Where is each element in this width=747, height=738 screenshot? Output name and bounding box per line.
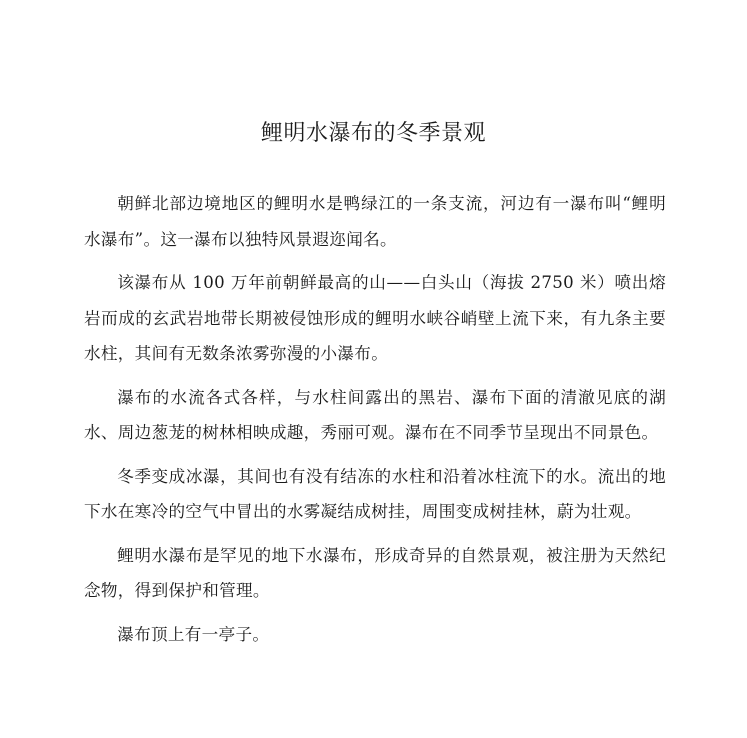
document-body [84,186,666,660]
paragraph: 瀑布的水流各式各样，与水柱间露出的黑岩、瀑布下面的清澈见底的湖水、周边葱茏的树林相映成趣，秀丽可观。瀑布在不同季节呈现出不同景色。 [84,387,666,442]
paragraph: 该瀑布从 100 万年前朝鲜最高的山——白头山（海拔 2750 米）喷出熔岩而成的玄武岩地带长期被侵蚀形成的鲤明水峡谷峭壁上流下来，有九条主要水柱，其间有无数条浓雾弥漫的小瀑布。 [84,273,666,363]
paragraph: 鲤明水瀑布是罕见的地下水瀑布，形成奇异的自然景观，被注册为天然纪念物，得到保护和管理。 [84,545,666,600]
paragraph: 瀑布顶上有一亭子。 [117,624,270,644]
document-title: 鲤明水瀑布的冬季景观 [260,121,486,146]
paragraph: 朝鲜北部边境地区的鲤明水是鸭绿江的一条支流，河边有一瀑布叫“鲤明水瀑布”。这一瀑布以独特风景遐迩闻名。 [84,194,666,249]
paragraph: 冬季变成冰瀑，其间也有没有结冻的水柱和沿着冰柱流下的水。流出的地下水在寒冷的空气中冒出的水雾凝结成树挂，周围变成树挂林，蔚为壮观。 [84,466,666,521]
